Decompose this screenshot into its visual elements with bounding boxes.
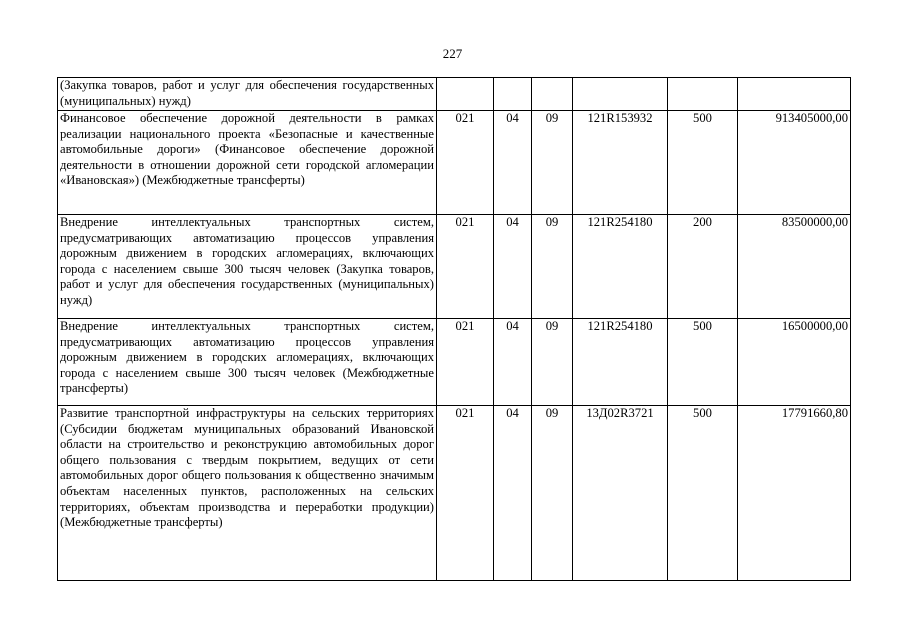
table-row [58,406,851,581]
target-article-code [573,78,668,111]
budget-table [57,77,851,581]
target-article-code: 121R254180 [573,215,668,319]
ministry-code: 021 [437,406,494,581]
row-description: (Закупка товаров, работ и услуг для обеспечения государственных (муниципальных) нужд) [58,78,437,111]
table-row [58,111,851,215]
ministry-code: 021 [437,319,494,406]
subsection-code: 09 [532,406,573,581]
amount: 913405000,00 [738,111,851,215]
section-code: 04 [494,319,532,406]
row-description: Внедрение интеллектуальных транспортных систем, предусматривающих автоматизацию процессов управления дорожным движением в городских агломерациях, включающих города с населением свыше 300 тысяч человек (Межбюджетные трансферты) [58,319,437,406]
section-code: 04 [494,215,532,319]
expense-type-code: 500 [668,111,738,215]
subsection-code: 09 [532,111,573,215]
page-number: 227 [442,46,463,61]
expense-type-code: 500 [668,406,738,581]
ministry-code [437,78,494,111]
target-article-code: 13Д02R3721 [573,406,668,581]
expense-type-code: 500 [668,319,738,406]
amount [738,78,851,111]
expense-type-code [668,78,738,111]
target-article-code: 121R254180 [573,319,668,406]
table-row [58,78,851,111]
section-code: 04 [494,111,532,215]
ministry-code: 021 [437,215,494,319]
row-description: Финансовое обеспечение дорожной деятельности в рамках реализации национального проекта «Безопасные и качественные автомобильные дороги» (Финансовое обеспечение дорожной деятельности в отношении дорожной сети городской агломерации «Ивановская») (Межбюджетные трансферты) [58,111,437,215]
target-article-code: 121R153932 [573,111,668,215]
row-description: Внедрение интеллектуальных транспортных систем, предусматривающих автоматизацию процессов управления дорожным движением в городских агломерациях, включающих города с населением свыше 300 тысяч человек (Закупка товаров, работ и услуг для обеспечения государственных (муниципальных) нужд) [58,215,437,319]
amount: 17791660,80 [738,406,851,581]
subsection-code: 09 [532,319,573,406]
expense-type-code: 200 [668,215,738,319]
ministry-code: 021 [437,111,494,215]
amount: 83500000,00 [738,215,851,319]
subsection-code [532,78,573,111]
table-row [58,319,851,406]
row-description: Развитие транспортной инфраструктуры на сельских территориях (Субсидии бюджетам муниципальных образований Ивановской области на строительство и реконструкцию автомобильных дорог общего пользования с твердым покрытием, ведущих от сети автомобильных дорог общего пользования к общественно значимым объектам населенных пунктов, расположенных на сельских территориях, объектам производства и переработки продукции) (Межбюджетные трансферты) [58,406,437,581]
amount: 16500000,00 [738,319,851,406]
subsection-code: 09 [532,215,573,319]
table-row [58,215,851,319]
section-code [494,78,532,111]
section-code: 04 [494,406,532,581]
